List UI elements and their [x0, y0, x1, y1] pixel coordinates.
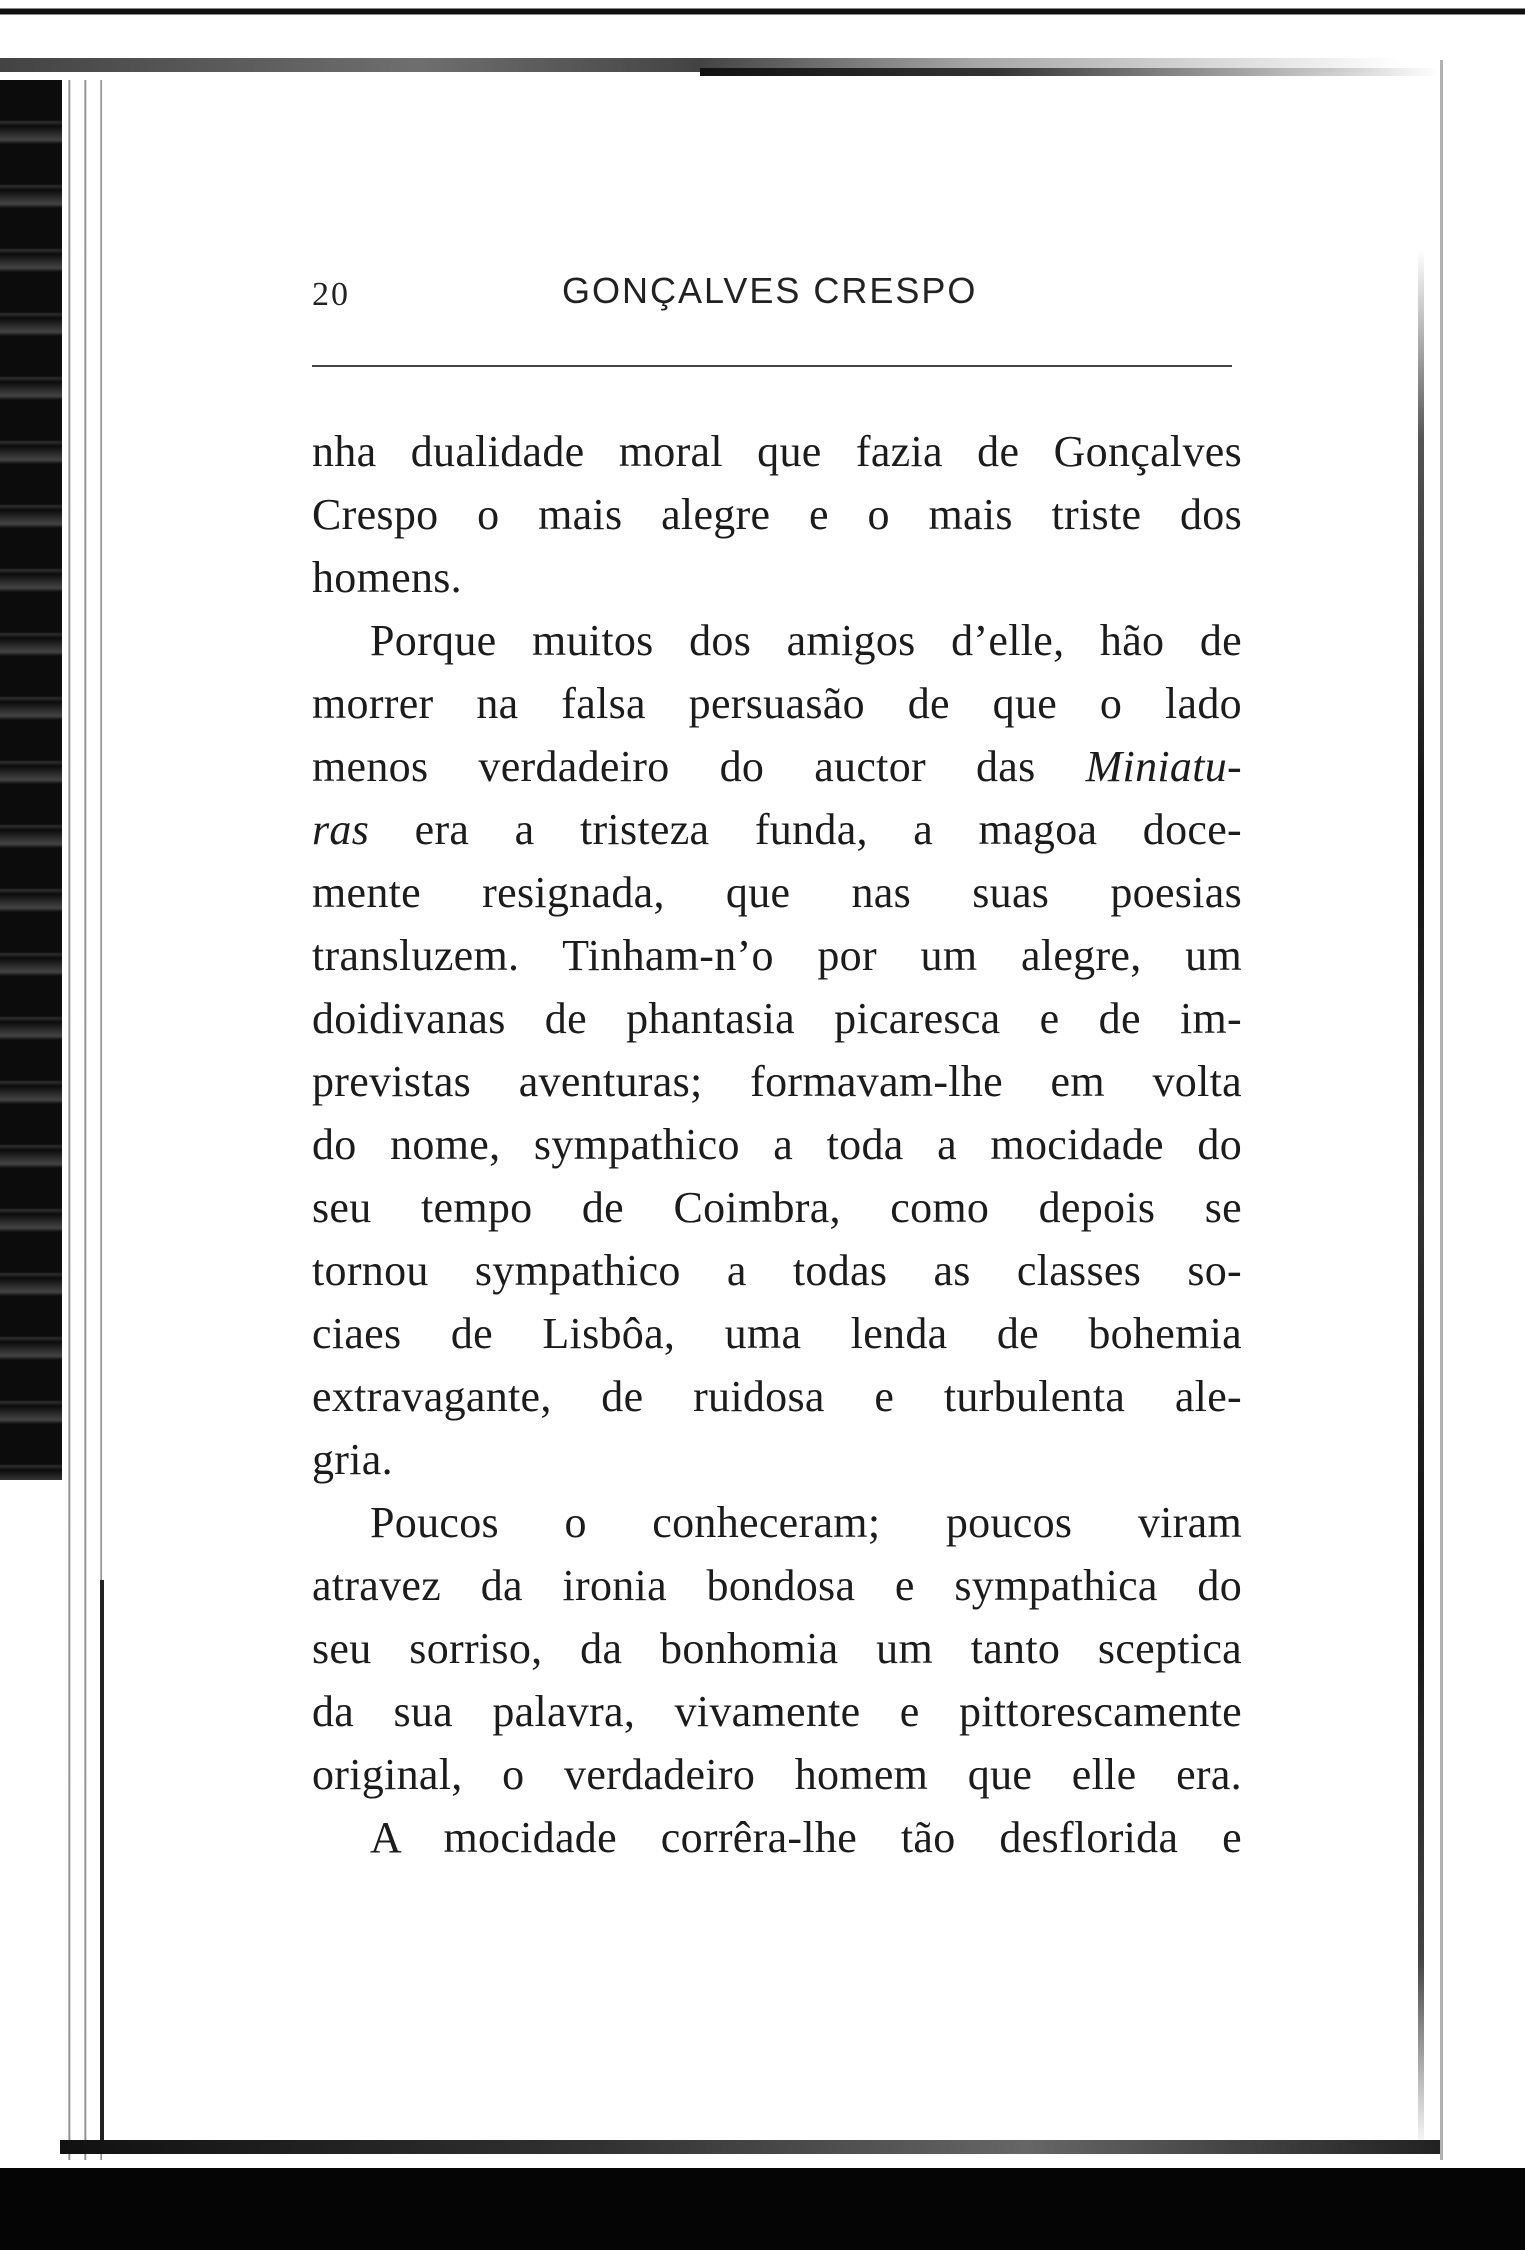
text-line: Poucos o conheceram; poucos viram [370, 1498, 1242, 1547]
text-line: extravagante, de ruidosa e turbulenta ale- [312, 1372, 1242, 1421]
text-line-part: era a tristeza funda, a magoa doce- [414, 805, 1242, 854]
book-title-italic: ras [312, 805, 370, 854]
text-line-with-title [312, 798, 1242, 861]
text-line: ciaes de Lisbôa, uma lenda de bohemia [312, 1309, 1242, 1358]
running-head [312, 270, 1232, 320]
body-text [312, 420, 1242, 1869]
page-number: 20 [312, 276, 350, 313]
scan-bottom-border [0, 2168, 1525, 2250]
text-line: nha dualidade moral que fazia de Gonçalves [312, 427, 1242, 476]
text-line: tornou sympathico a todas as classes so- [312, 1246, 1242, 1295]
running-title: GONÇALVES CRESPO [562, 270, 978, 311]
text-line-with-title [312, 735, 1242, 798]
text-line: da sua palavra, vivamente e pittorescamente [312, 1687, 1242, 1736]
page-right-edge [1418, 250, 1424, 2150]
text-line: gria. [312, 1435, 393, 1484]
book-spine-edge [0, 80, 62, 1480]
text-line: Crespo o mais alegre e o mais triste dos [312, 490, 1242, 539]
text-line: homens. [312, 553, 462, 602]
text-line: Porque muitos dos amigos d’elle, hão de [370, 616, 1242, 665]
book-title-italic: Miniatu- [1085, 742, 1242, 791]
text-line: morrer na falsa persuasão de que o lado [312, 679, 1242, 728]
header-rule [312, 365, 1232, 367]
book-spine-lines [62, 80, 102, 2160]
text-line: original, o verdadeiro homem que elle era. [312, 1750, 1242, 1799]
text-line: atravez da ironia bondosa e sympathica do [312, 1561, 1242, 1610]
text-line: doidivanas de phantasia picaresca e de im- [312, 994, 1242, 1043]
text-line-part: menos verdadeiro do auctor das [312, 742, 1036, 791]
text-line: do nome, sympathico a toda a mocidade do [312, 1120, 1242, 1169]
scan-top-shadow-secondary [700, 68, 1440, 76]
text-line: seu sorriso, da bonhomia um tanto sceptica [312, 1624, 1242, 1673]
text-line: previstas aventuras; formavam-lhe em volta [312, 1057, 1242, 1106]
text-line: mente resignada, que nas suas poesias [312, 868, 1242, 917]
text-line: transluzem. Tinham-n’o por um alegre, um [312, 931, 1242, 980]
page-right-edge-secondary [1440, 60, 1443, 2160]
scan-bottom-edge [60, 2140, 1440, 2154]
scan-left-hairline [100, 1580, 104, 2140]
text-line: seu tempo de Coimbra, como depois se [312, 1183, 1242, 1232]
text-line: A mocidade corrêra-lhe tão desflorida e [370, 1813, 1242, 1862]
